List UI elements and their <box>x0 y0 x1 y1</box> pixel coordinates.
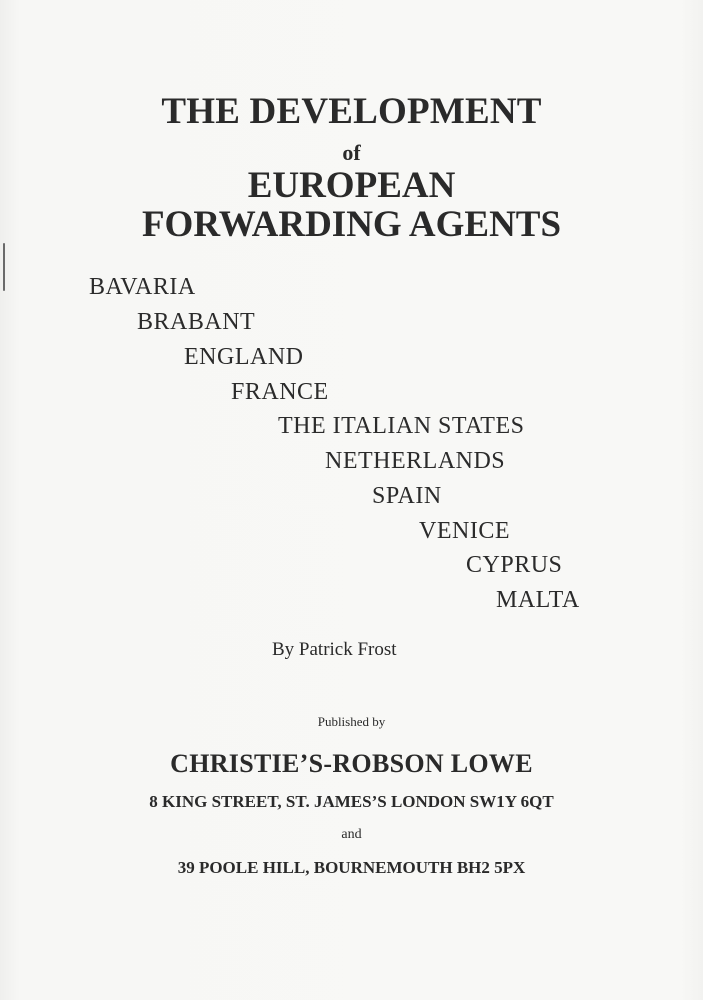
title-line-4: FORWARDING AGENTS <box>141 204 562 245</box>
region-item: SPAIN <box>372 483 442 509</box>
region-item: VENICE <box>419 518 510 544</box>
published-by-label: Published by <box>317 714 386 729</box>
publisher-address-bournemouth: 39 POOLE HILL, BOURNEMOUTH BH2 5PX <box>177 858 526 877</box>
region-item: MALTA <box>496 587 580 613</box>
title-line-1: THE DEVELOPMENT <box>161 91 542 132</box>
title-line-2: of <box>342 140 361 165</box>
author-line: By Patrick Frost <box>272 639 397 660</box>
title-line-3: EUROPEAN <box>247 165 456 206</box>
region-item: THE ITALIAN STATES <box>278 413 525 439</box>
and-connector: and <box>341 827 362 842</box>
region-item: BAVARIA <box>89 274 196 300</box>
publisher-address-london: 8 KING STREET, ST. JAMES’S LONDON SW1Y 6QT <box>149 792 554 811</box>
region-item: NETHERLANDS <box>325 448 506 474</box>
staple-mark <box>3 243 5 291</box>
publisher-name: CHRISTIE’S-ROBSON LOWE <box>170 749 533 778</box>
region-item: FRANCE <box>231 379 329 405</box>
region-item: CYPRUS <box>466 552 563 578</box>
region-item: BRABANT <box>137 309 256 335</box>
region-item: ENGLAND <box>184 344 304 370</box>
